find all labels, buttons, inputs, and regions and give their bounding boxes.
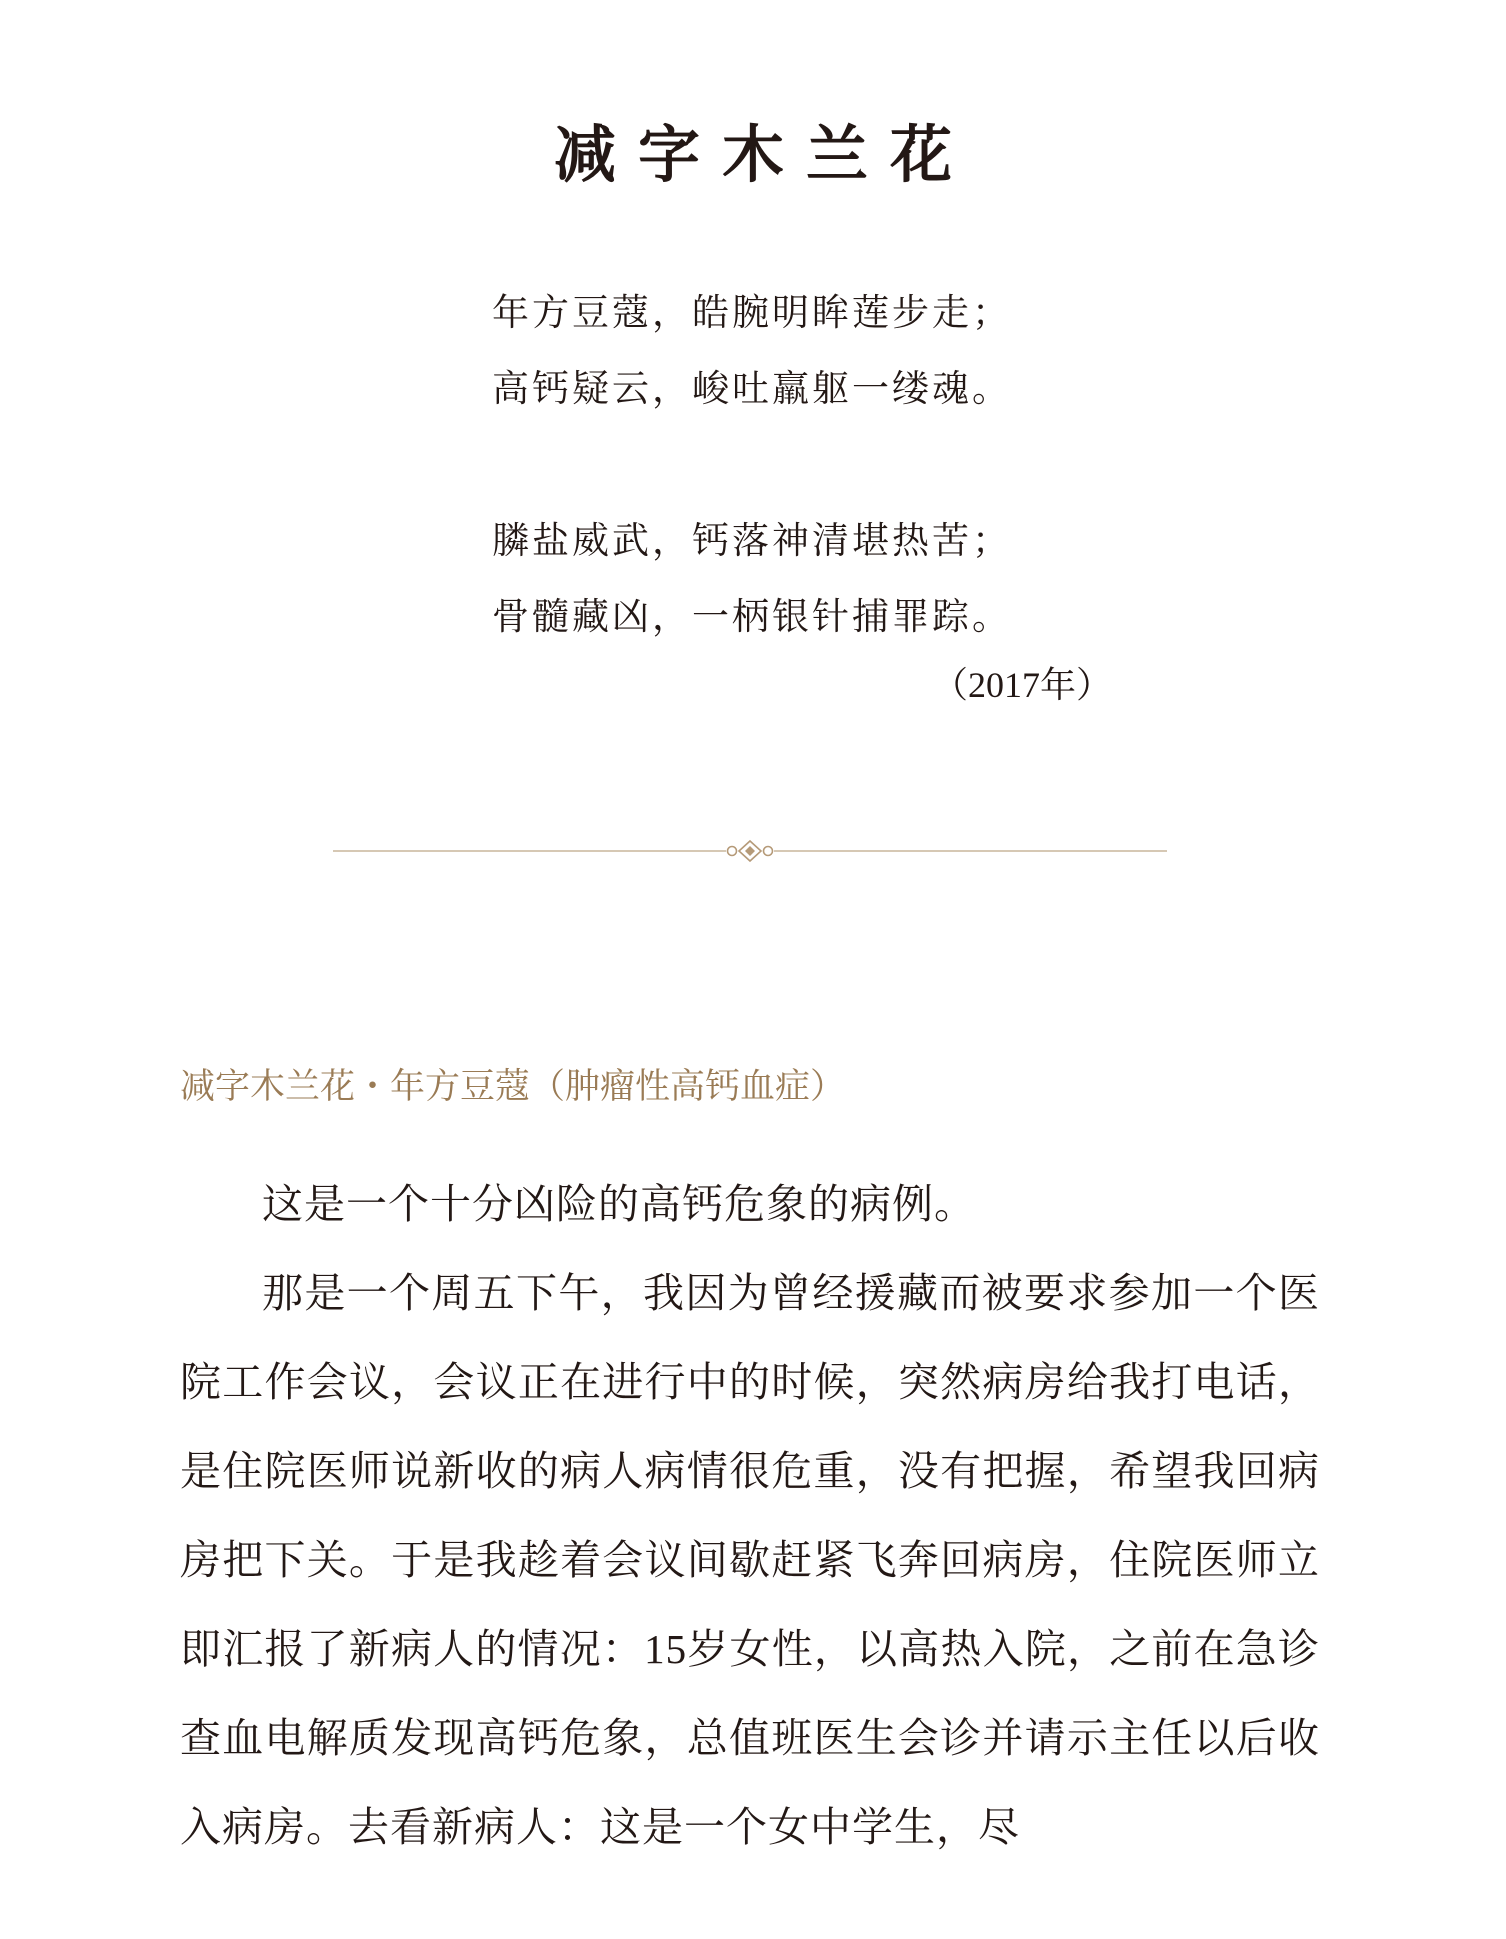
divider-ornament-inner <box>745 846 755 856</box>
poem-stanza <box>492 275 1132 427</box>
section-heading: 减字木兰花・年方豆蔻（肿瘤性高钙血症） <box>180 1067 846 1106</box>
divider-ornament-dot-left <box>728 847 737 856</box>
poem-line: 膦盐威武，钙落神清堪热苦； <box>492 519 1012 562</box>
poem-line: 骨髓藏凶，一柄银针捕罪踪。 <box>492 595 1012 638</box>
poem-title: 减字木兰花 <box>553 118 974 191</box>
divider-ornament-dot-right <box>764 847 773 856</box>
poem-date: （2017年） <box>932 665 1113 705</box>
poem-line: 年方豆蔻，皓腕明眸莲步走； <box>492 291 1012 334</box>
paragraph: 这是一个十分凶险的高钙危象的病例。 <box>262 1181 976 1227</box>
poem-body <box>492 275 1132 655</box>
poem-stanza <box>492 503 1132 655</box>
paragraph: 那是一个周五下午，我因为曾经援藏而被要求参加一个医院工作会议，会议正在进行中的时候，突然病房给我打电话，是住院医师说新收的病人病情很危重，没有把握，希望我回病房把下关。于是我趁着会议间歇赶紧飞奔回病房，住院医师立即汇报了新病人的情况：15岁女性，以高热入院，之前在急诊查血电解质发现高钙危象，总值班医生会诊并请示主任以后收入病房。去看新病人：这是一个女中学生，尽 <box>180 1270 1320 1850</box>
article-body <box>180 1160 1320 1872</box>
ornamental-divider <box>333 836 1167 866</box>
poem-line: 高钙疑云，峻吐羸躯一缕魂。 <box>492 367 1012 410</box>
